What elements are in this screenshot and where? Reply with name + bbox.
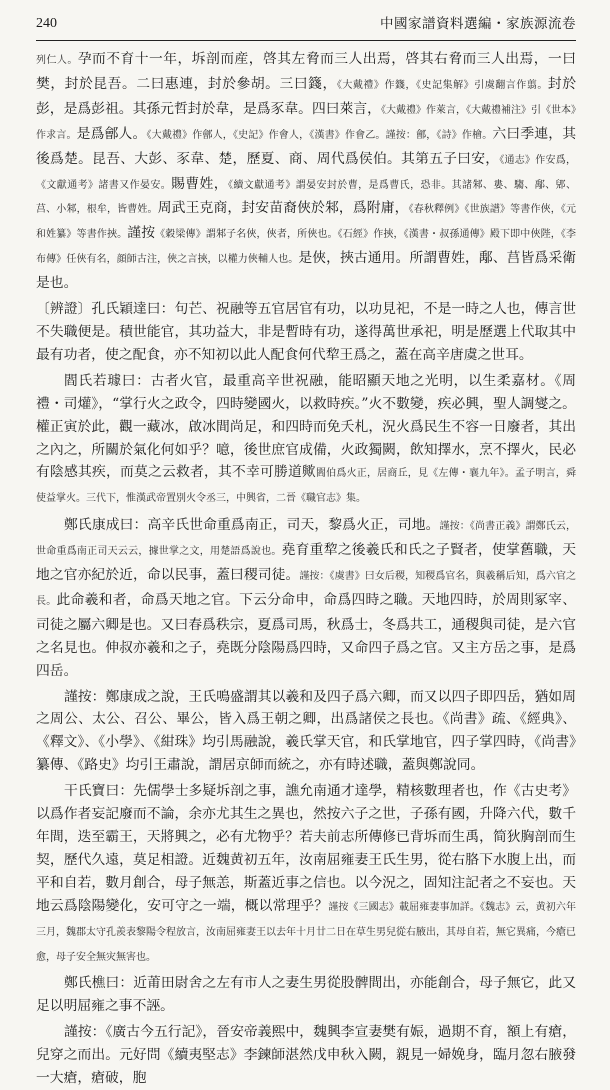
annotation-note: 《春秋釋例》《世族譜》等書作俠，《元和姓纂》等書作挾。 (36, 204, 577, 241)
annotation-note: 《大戴禮》作鄶人，《史記》作會人，《漢書》作會乙。謹按：鄶，《詩》作檜。 (146, 129, 493, 141)
text-run: 干氏寶曰：先儒學士多疑坼剖之事，譙允南通才達學，精核數理者也，作《古史考》以爲作者妄記廢而不論，余亦尤其生之異也，然按六子之世，子孫有國，升降六代，數千年間，迭至霸王，天將興之，必有尤物乎？若夫前志所傳修已背坼而生禹，简狄胸剖而生契，歷代久遠，莫足相證。近魏黄初五年，汝南屈雍妻王氏生男，從右胳下水腹上出，而平和自若，數月創合，母子無恙，斯蓋近事之信也。以今況之，固知注記者之不妄也。天地云爲陰陽變化，安可守之一端，概以常理乎？ (36, 783, 576, 914)
annotation-note: 謹按：《虞書》曰女后稷，知稷爲官名，與羲稱后知，爲六官之長。 (36, 571, 577, 607)
annotation-note: 《續文獻通考》謂晏安封於曹，是爲曹氏，恐非。其諸邾、婁、騶、鄅、郳、莒、小邾，根牟，皆曹姓。 (36, 179, 577, 216)
text-run: 六曰季連，其後爲楚。昆吾、大彭、豕韋、楚，歷夏、商、周代爲侯伯。其第五子曰安， (36, 125, 577, 167)
text-run: 賜曹姓， (171, 175, 228, 192)
paragraph (36, 972, 576, 1018)
paragraph (36, 370, 576, 511)
text-run: 此命羲和者，命爲天地之官。下云分命申，命爲四時之職。天地四時，於周則冢宰、司徒之屬六卿是也。又曰春爲秩宗，夏爲司馬，秋爲士，冬爲共工，通稷與司徒，是六官之名見也。伸叔亦羲和之子，堯既分陰陽爲四時，又命四子爲之官。又主方岳之事，是爲四岳。 (36, 591, 577, 679)
text-run: 鄭氏樵曰：近莆田尉舍之左有市人之妻生男從股髀間出，亦能創合，母子無它，此又足以明屈雍之事不誣。 (36, 975, 576, 1015)
annotation-note: 謹按：《尚書正義》謂鄭氏云，世命重爲南正司天云云，據世掌之文，用楚語爲說也。 (36, 521, 577, 558)
text-run: 〔辨證〕孔氏穎達曰：句芒、祝融等五官居官有功，以功見祀，不是一時之人也，傳言世不失職便是。積世能官，其功益大，非是暫時有功，遂得萬世承祀，明是歷選上代取其中最有功者，使之配食，亦不知初以此人配食何代犂王爲之，蓋在高辛唐虞之世耳。 (36, 301, 576, 363)
text-run: 堯育重犂之後羲氏和氏之子賢者，使掌舊職，天地之官亦紀於近，命以民事，蓋曰稷司徒。 (36, 542, 577, 584)
annotation-note: 《穀梁傳》謂邾子名俠，俠者，所俠也。《石經》作挾，《漢書・叔孫通傳》殿下即中俠陛，《李布傳》任俠有名，顔師古注，俠之言挾，以權力俠輔人也。 (36, 229, 577, 266)
header-rule (36, 40, 576, 41)
text-run: 周武王克商，封安苗裔俠於邾，爲附庸， (157, 200, 409, 217)
text-run: 鄭氏康成曰：高辛氏世命重爲南正，司天，黎爲火正，司地。 (64, 517, 440, 534)
text-run: 謹按：《廣古今五行記》，晉安帝義熙中，魏興李宣妻樊有娠，過期不育，額上有瘡，兒穿之而出。元好問《續夷堅志》李鍊師湛然戊申秋入闕，親見一婦娩身，臨月忽右腋發一大瘡，瘡破，胞 (36, 1024, 576, 1087)
page-body (36, 48, 577, 1087)
text-run: 是爲鄶人。 (76, 125, 147, 142)
annotation-note: 《大戴禮》作籛，《史記集解》引虞翻言作翦。 (336, 79, 548, 91)
page-number: 240 (36, 16, 57, 31)
paragraph (36, 686, 576, 778)
text-run: “掌行火之政令，四時變國火，以救時疾。”火不數變，疾必興，聖人調燮之。權正寅於此，觀一藏冰，啟冰間尚足，和四時而免夭札，況火爲民生不容一日廢者，其出之內之，所關於氣化何如乎？噫，後世庶官成備，火政獨闕，飲知擇水，烹不擇火，民必有陰感其疾，而莫之云救者，其不幸可勝道歟 (36, 395, 576, 481)
paragraph (36, 298, 576, 367)
text-run: 閻氏若璩曰：古者火官，最重高辛世祝融，能昭顯天地之光明，以生柔嘉材。《周禮・司爟》， (36, 372, 576, 412)
annotation-note: 閻伯爲火正，居商丘，見《左傳・襄九年》。孟子明言，舜使益掌火。三代下，惟漢武帝置別火令丞三，中興省，二晉《職官志》集。 (36, 468, 577, 505)
running-title: 中國家譜資料選編・家族源流卷 (380, 16, 576, 32)
paragraph (36, 1021, 576, 1090)
text-run: 謹按 (127, 225, 156, 242)
text-run: 封於彭，是爲彭祖。其孫元哲封於韋，是爲豕韋。四曰萊言， (36, 75, 577, 117)
text-run: 孕而不育十一年，坼剖而産，啓其左脅而三人出焉，啓其右脅而三人出焉，一曰樊，封於昆吾。二曰惠連，封於參胡。三曰籛， (36, 51, 577, 92)
text-run: 是俠，挾古通用。所謂曹姓，鄅、莒皆爲采衛是也。 (36, 250, 577, 292)
annotation-note: 列仁人。 (36, 55, 78, 66)
paragraph (36, 780, 576, 969)
text-run: 謹按：鄭康成之說，王氏鳴盛謂其以羲和及四子爲六卿，而又以四子即四岳，猶如周之周公、太公、召公、畢公，皆入爲王朝之卿，出爲諸侯之長也。《尚書》疏、《經典》、《釋文》、《小學》、《紺珠》均引馬融說，羲氏掌天官，和氏掌地官，四子掌四時，《尚書》纂傳、《路史》均引王肅說，謂居京師而統之，亦有時述職，蓋與鄭說同。 (36, 688, 576, 774)
annotation-note: 《大戴禮》作萊言，《大戴禮補注》引《世本》作求言。 (36, 104, 577, 141)
annotation-note: 謹按《三國志》載屈雍妻事加詳。《魏志》云，黄初六年三月，魏郡太守孔羨表黎陽令程放言，汝南屈雍妻王以去年十月廿二日在草生男兒從右腋出，其母自若，無它異痛，今瘡已愈，母子安全無灾無害也。 (36, 901, 577, 963)
annotation-note: 《通志》作安爲，《文獻通考》諸書又作晏安。 (36, 154, 577, 191)
page-header (36, 13, 576, 35)
paragraph (36, 48, 576, 295)
paragraph (36, 514, 576, 682)
